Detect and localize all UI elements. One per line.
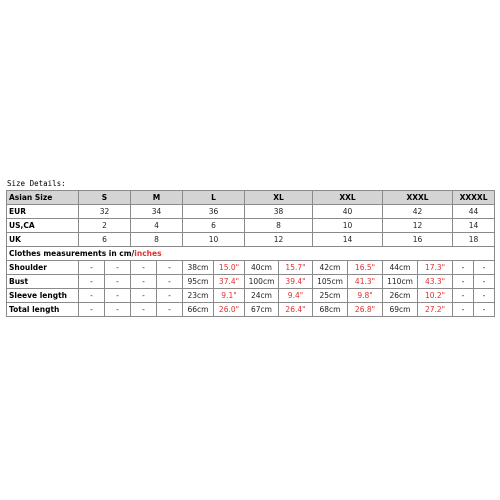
cm-value-cell: - (453, 275, 474, 289)
cm-value-cell: 100cm (245, 275, 279, 289)
size-row (7, 219, 495, 233)
inch-value-cell: 43.3" (418, 275, 453, 289)
header-cell-s: S (79, 191, 131, 205)
measurement-row (7, 303, 495, 317)
size-value-cell: 4 (131, 219, 183, 233)
inch-value-cell: - (157, 303, 183, 317)
size-value-cell: 38 (245, 205, 313, 219)
size-value-cell: 42 (383, 205, 453, 219)
inch-value-cell: 15.7" (279, 261, 313, 275)
cm-value-cell: 95cm (183, 275, 214, 289)
size-value-cell: 8 (131, 233, 183, 247)
inch-value-cell: - (474, 261, 495, 275)
size-value-cell: 36 (183, 205, 245, 219)
inch-value-cell: 27.2" (418, 303, 453, 317)
cm-value-cell: - (453, 303, 474, 317)
header-cell-asian-size: Asian Size (7, 191, 79, 205)
row-label: Sleeve length (7, 289, 79, 303)
cm-value-cell: 67cm (245, 303, 279, 317)
inch-value-cell: 10.2" (418, 289, 453, 303)
size-value-cell: 8 (245, 219, 313, 233)
header-row (7, 191, 495, 205)
size-value-cell: 14 (453, 219, 495, 233)
inch-value-cell: 15.0" (214, 261, 245, 275)
cm-value-cell: 23cm (183, 289, 214, 303)
row-label: Total length (7, 303, 79, 317)
size-value-cell: 2 (79, 219, 131, 233)
inch-value-cell: 37.4" (214, 275, 245, 289)
measurement-row (7, 289, 495, 303)
size-row (7, 233, 495, 247)
row-label: EUR (7, 205, 79, 219)
header-cell-xl: XL (245, 191, 313, 205)
cm-value-cell: - (79, 275, 105, 289)
inch-value-cell: 9.8" (348, 289, 383, 303)
cm-value-cell: - (453, 261, 474, 275)
header-cell-m: M (131, 191, 183, 205)
inch-value-cell: 26.8" (348, 303, 383, 317)
cm-value-cell: 69cm (383, 303, 418, 317)
row-label: UK (7, 233, 79, 247)
inch-value-cell: 9.1" (214, 289, 245, 303)
size-value-cell: 6 (79, 233, 131, 247)
cm-value-cell: 68cm (313, 303, 348, 317)
cm-value-cell: 40cm (245, 261, 279, 275)
size-value-cell: 10 (183, 233, 245, 247)
size-value-cell: 32 (79, 205, 131, 219)
row-label: Bust (7, 275, 79, 289)
size-value-cell: 34 (131, 205, 183, 219)
size-value-cell: 10 (313, 219, 383, 233)
measurement-row (7, 275, 495, 289)
inch-value-cell: - (157, 275, 183, 289)
inch-value-cell: - (474, 275, 495, 289)
size-value-cell: 12 (245, 233, 313, 247)
size-value-cell: 12 (383, 219, 453, 233)
cm-value-cell: - (131, 289, 157, 303)
size-value-cell: 18 (453, 233, 495, 247)
cm-value-cell: - (79, 289, 105, 303)
size-value-cell: 40 (313, 205, 383, 219)
inch-value-cell: - (105, 289, 131, 303)
inch-value-cell: 9.4" (279, 289, 313, 303)
size-value-cell: 44 (453, 205, 495, 219)
inch-value-cell: - (105, 303, 131, 317)
cm-value-cell: - (131, 275, 157, 289)
inch-value-cell: - (474, 289, 495, 303)
cm-value-cell: 66cm (183, 303, 214, 317)
inch-value-cell: - (105, 261, 131, 275)
measurements-heading (7, 247, 495, 261)
inch-value-cell: - (474, 303, 495, 317)
inch-value-cell: - (105, 275, 131, 289)
size-value-cell: 14 (313, 233, 383, 247)
inch-value-cell: 41.3" (348, 275, 383, 289)
cm-value-cell: 24cm (245, 289, 279, 303)
inch-value-cell: - (157, 261, 183, 275)
cm-value-cell: - (131, 261, 157, 275)
cm-value-cell: 25cm (313, 289, 348, 303)
cm-value-cell: - (131, 303, 157, 317)
cm-value-cell: 105cm (313, 275, 348, 289)
inch-value-cell: 26.0" (214, 303, 245, 317)
measurements-heading-inches: inches (134, 249, 162, 258)
cm-value-cell: - (79, 303, 105, 317)
size-row (7, 205, 495, 219)
cm-value-cell: 26cm (383, 289, 418, 303)
size-chart-table (6, 190, 495, 317)
row-label: Shoulder (7, 261, 79, 275)
cm-value-cell: - (79, 261, 105, 275)
inch-value-cell: 26.4" (279, 303, 313, 317)
row-label: US,CA (7, 219, 79, 233)
table-caption: Size Details: (7, 179, 66, 188)
inch-value-cell: - (157, 289, 183, 303)
header-cell-xxxxl: XXXXL (453, 191, 495, 205)
size-value-cell: 16 (383, 233, 453, 247)
cm-value-cell: 44cm (383, 261, 418, 275)
inch-value-cell: 17.3" (418, 261, 453, 275)
size-value-cell: 6 (183, 219, 245, 233)
cm-value-cell: 38cm (183, 261, 214, 275)
inch-value-cell: 39.4" (279, 275, 313, 289)
cm-value-cell: 110cm (383, 275, 418, 289)
measurements-heading-row (7, 247, 495, 261)
cm-value-cell: - (453, 289, 474, 303)
inch-value-cell: 16.5" (348, 261, 383, 275)
measurements-heading-text: Clothes measurements in cm/ (9, 249, 135, 258)
cm-value-cell: 42cm (313, 261, 348, 275)
measurement-row (7, 261, 495, 275)
header-cell-xxxl: XXXL (383, 191, 453, 205)
header-cell-l: L (183, 191, 245, 205)
table-body (7, 191, 495, 317)
header-cell-xxl: XXL (313, 191, 383, 205)
